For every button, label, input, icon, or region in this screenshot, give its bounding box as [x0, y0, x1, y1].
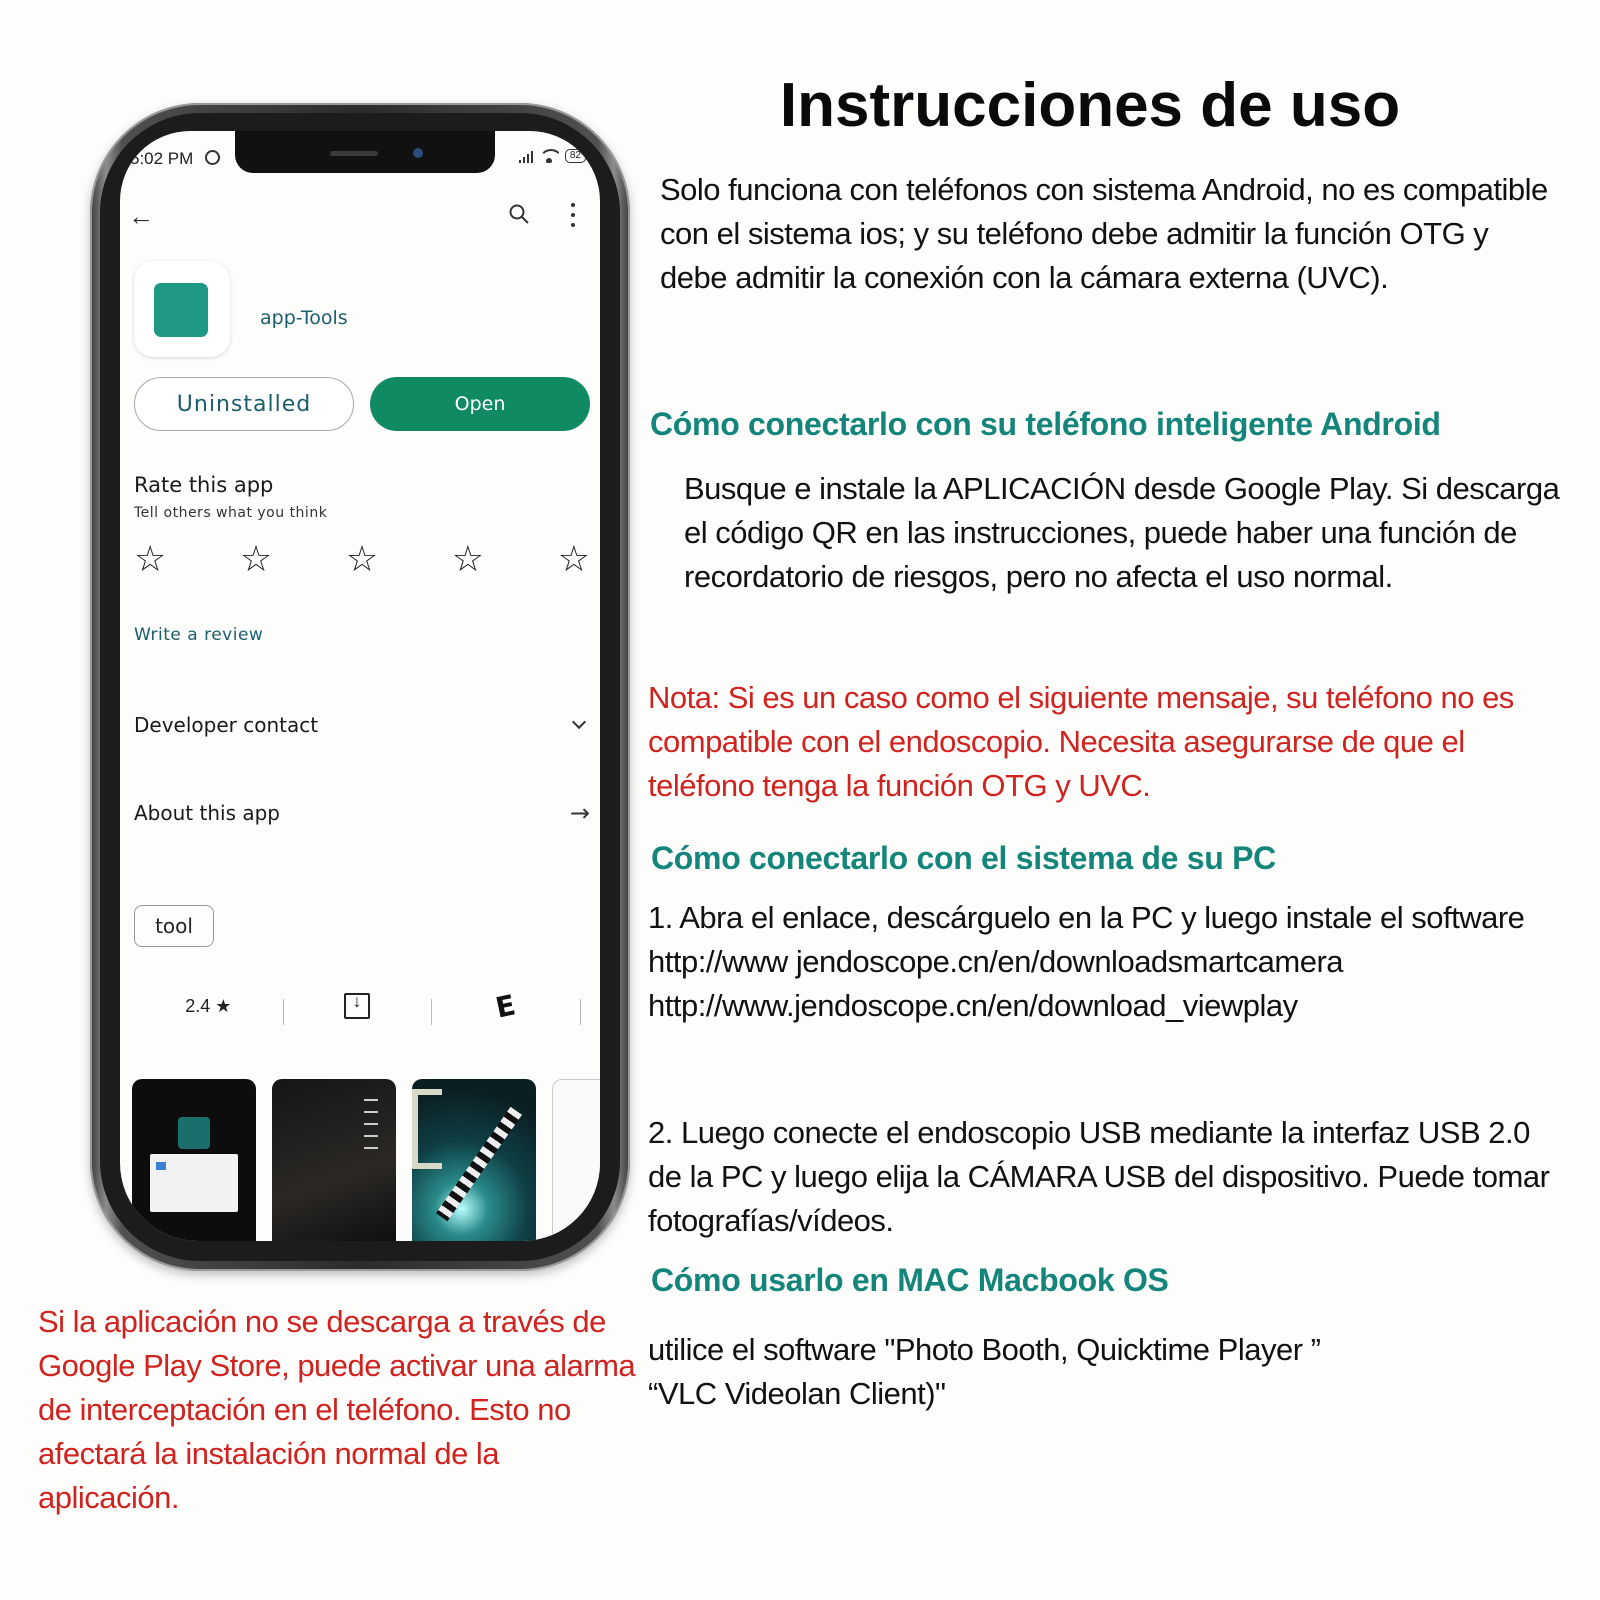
- app-name: app-Tools: [260, 307, 348, 329]
- screenshot-1[interactable]: [132, 1079, 256, 1241]
- star-icon-1[interactable]: ☆: [134, 538, 167, 579]
- app-icon-frame: [134, 261, 230, 357]
- search-icon[interactable]: [508, 203, 530, 225]
- wifi-icon: [539, 149, 559, 163]
- signal-icon: [519, 150, 533, 163]
- mac-heading: Cómo usarlo en MAC Macbook OS: [651, 1262, 1169, 1298]
- mac-paragraph: [648, 1328, 1558, 1416]
- star-icon-3[interactable]: ☆: [345, 538, 379, 579]
- download-link-smartcamera[interactable]: http://www jendoscope.cn/en/downloadsmartcamera: [648, 944, 1344, 979]
- rating-stat: 2.4 ★: [185, 995, 232, 1016]
- permission-dialog-thumbnail: [150, 1154, 238, 1212]
- pcb-trace: [436, 1107, 522, 1222]
- compatibility-note: Nota: Si es un caso como el siguiente mensaje, su teléfono no es compatible con el endoscopio. Necesita asegurarse de que el teléfono tenga la función OTG y UVC.: [648, 680, 1514, 803]
- android-heading: Cómo conectarlo con su teléfono inteligente Android: [650, 406, 1441, 442]
- screenshots-carousel[interactable]: [132, 1079, 600, 1241]
- speaker-grille: [330, 151, 378, 156]
- rated-e-icon: E: [492, 987, 519, 1025]
- download-link-viewplay[interactable]: http://www.jendoscope.cn/en/download_viewplay: [648, 988, 1298, 1023]
- android-paragraph: Busque e instale la APLICACIÓN desde Google Play. Si descarga el código QR en las instrucciones, puede haber una función de recordatorio de riesgos, pero no afecta el uso normal.: [684, 471, 1560, 594]
- phone-screen: [120, 131, 600, 1241]
- pc-step-1-text: 1. Abra el enlace, descárguelo en la PC y luego instale el software: [648, 900, 1525, 935]
- rate-app-title: Rate this app: [134, 473, 274, 497]
- developer-contact-row[interactable]: [134, 705, 590, 745]
- pc-heading: Cómo conectarlo con el sistema de su PC: [651, 840, 1276, 876]
- rate-app-subtitle: Tell others what you think: [134, 505, 328, 521]
- content-rating-stat: [431, 981, 580, 1031]
- developer-contact-label: Developer contact: [134, 713, 319, 737]
- open-button[interactable]: Open: [370, 377, 590, 431]
- mac-line-2: “VLC Videolan Client)": [648, 1376, 946, 1411]
- uninstall-button[interactable]: Uninstalled: [134, 377, 354, 431]
- pc-step-2: 2. Luego conecte el endoscopio USB mediante la interfaz USB 2.0 de la PC y luego elija la CÁMARA USB del dispositivo. Puede tomar fotografías/vídeos.: [648, 1115, 1550, 1238]
- star-icon-2[interactable]: ☆: [239, 538, 273, 579]
- downloads-stat: [283, 981, 432, 1031]
- arrow-right-icon: →: [569, 799, 590, 827]
- star-icon-4[interactable]: ☆: [451, 538, 485, 579]
- chevron-down-icon: [572, 715, 586, 729]
- page-title: Instrucciones de uso: [779, 71, 1401, 140]
- front-camera: [413, 148, 423, 158]
- mac-line-1: utilice el software "Photo Booth, Quicktime Player ”: [648, 1332, 1321, 1367]
- screenshot-4[interactable]: [552, 1079, 600, 1241]
- about-app-label: About this app: [134, 801, 280, 825]
- intro-paragraph: Solo funciona con teléfonos con sistema Android, no es compatible con el sistema ios; y su teléfono debe admitir la función OTG y debe admitir la conexión con la cámara externa (UVC).: [660, 172, 1548, 295]
- phone-notch: [235, 131, 495, 173]
- about-app-row[interactable]: [134, 793, 590, 833]
- write-review-link[interactable]: Write a review: [134, 625, 264, 645]
- battery-icon: 82: [565, 149, 586, 163]
- category-chip[interactable]: tool: [134, 905, 214, 947]
- menu-thumbnail: [364, 1099, 378, 1149]
- alarm-icon: [205, 150, 220, 165]
- phone-mockup: [90, 103, 630, 1271]
- star-icon-5[interactable]: ☆: [557, 538, 590, 579]
- back-arrow-icon[interactable]: ←: [128, 201, 154, 231]
- status-time: 5:02 PM: [130, 149, 194, 168]
- status-icons: [519, 149, 586, 163]
- app-stats: [134, 981, 590, 1031]
- pc-step-1: [648, 896, 1558, 1028]
- play-store-warning: Si la aplicación no se descarga a través de Google Play Store, puede activar una alarma de interceptación en el teléfono. Esto no afectará la instalación normal de la aplicación.: [38, 1304, 636, 1515]
- pcb-thumbnail: [412, 1089, 442, 1169]
- star-rating: [134, 538, 590, 579]
- app-icon: [154, 283, 208, 337]
- more-vert-icon[interactable]: [570, 203, 576, 227]
- screenshot-3[interactable]: [412, 1079, 536, 1241]
- download-icon: [344, 993, 370, 1019]
- stat-divider: [580, 981, 590, 1031]
- app-icon-thumbnail: [178, 1117, 210, 1149]
- screenshot-2[interactable]: [272, 1079, 396, 1241]
- app-bar: [120, 191, 600, 241]
